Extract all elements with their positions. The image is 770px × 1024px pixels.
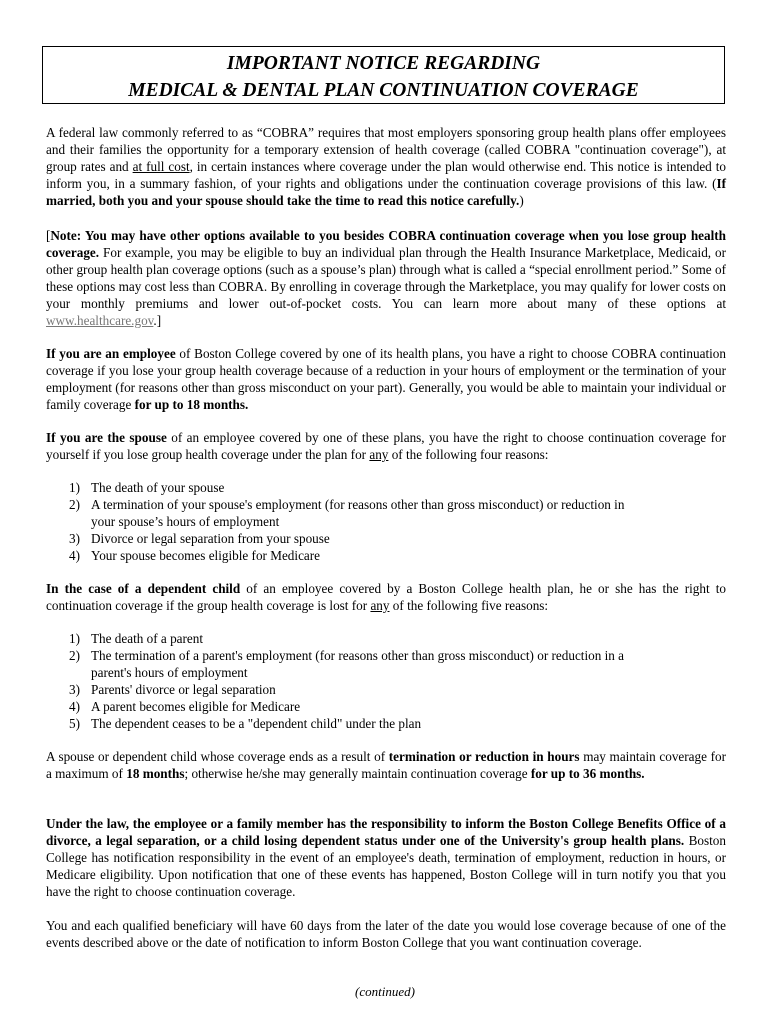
title-line-1: IMPORTANT NOTICE REGARDING [226,53,541,74]
list-item: 4) A parent becomes eligible for Medicare [69,699,301,714]
list-item: 1) The death of your spouse [69,480,225,495]
healthcare-gov-link[interactable]: www.healthcare.gov [46,313,154,328]
list-item: 2) The termination of a parent's employment (for reasons other than gross misconduct) or reduction in a parent's hours of employment [69,648,625,680]
list-item: 3) Parents' divorce or legal separation [69,682,276,697]
spouse-reasons-list [46,479,726,564]
election-period-paragraph: You and each qualified beneficiary will have 60 days from the later of the date you would lose coverage because of one of the events described above or the date of notification to inform Boston College that you want continuation coverage. [46,918,726,950]
notice-title-box [42,46,725,104]
list-item: 3) Divorce or legal separation from your spouse [69,531,330,546]
coverage-duration-paragraph: A spouse or dependent child whose coverage ends as a result of termination or reduction in hours may maintain coverage for a maximum of 18 months; otherwise he/she may generally maintain continuation coverage for up to 36 months. [46,749,726,781]
list-item: 2) A termination of your spouse's employment (for reasons other than gross misconduct) or reduction in your spouse’s hours of employment [69,497,625,529]
list-item: 5) The dependent ceases to be a "dependent child" under the plan [69,716,422,731]
continued-footer: (continued) [355,984,415,999]
dependent-child-paragraph: In the case of a dependent child of an employee covered by a Boston College health plan, he or she has the right to continuation coverage if the group health coverage is lost for any of the following five reasons: [46,581,726,613]
intro-paragraph: A federal law commonly referred to as “COBRA” requires that most employers sponsoring group health plans offer employees and their families the opportunity for a temporary extension of health coverage (called COBRA "continuation coverage"), at group rates and at full cost, in certain instances where coverage under the plan would otherwise end. This notice is intended to inform you, in a summary fashion, of your rights and obligations under the continuation coverage provisions of this law. (If married, both you and your spouse should take the time to read this notice carefully.) [46,125,726,208]
title-line-2: MEDICAL & DENTAL PLAN CONTINUATION COVERAGE [128,80,639,101]
spouse-paragraph: If you are the spouse of an employee covered by one of these plans, you have the right to choose continuation coverage for yourself if you lose group health coverage under the plan for any of the following four reasons: [46,430,726,462]
child-reasons-list [46,630,726,732]
list-item: 1) The death of a parent [69,631,204,646]
notification-responsibility-paragraph: Under the law, the employee or a family member has the responsibility to inform the Boston College Benefits Office of a divorce, a legal separation, or a child losing dependent status under one of the University's group health plans. Boston College has notification responsibility in the event of an employee's death, termination of employment, reduction in hours, or Medicare eligibility. Upon notification that one of these events has happened, Boston College will in turn notify you that you have the right to choose continuation coverage. [46,816,726,899]
employee-paragraph: If you are an employee of Boston College covered by one of its health plans, you have a right to choose COBRA continuation coverage if you lose your group health coverage because of a reduction in your hours of employment or the termination of your employment (for reasons other than gross misconduct on your part). Generally, you would be able to maintain your individual or family coverage for up to 18 months. [46,346,726,412]
note-paragraph: [Note: You may have other options available to you besides COBRA continuation coverage when you lose group health coverage. For example, you may be eligible to buy an individual plan through the Health Insurance Marketplace, Medicaid, or other group health plan coverage options (such as a spouse’s plan) through what is called a “special enrollment period.” Some of these options may cost less than COBRA. By enrolling in coverage through the Marketplace, you may qualify for lower costs on your monthly premiums and lower out-of-pocket costs. You can learn more about many of these options at www.healthcare.gov.] [46,228,726,328]
list-item: 4) Your spouse becomes eligible for Medicare [69,548,321,563]
